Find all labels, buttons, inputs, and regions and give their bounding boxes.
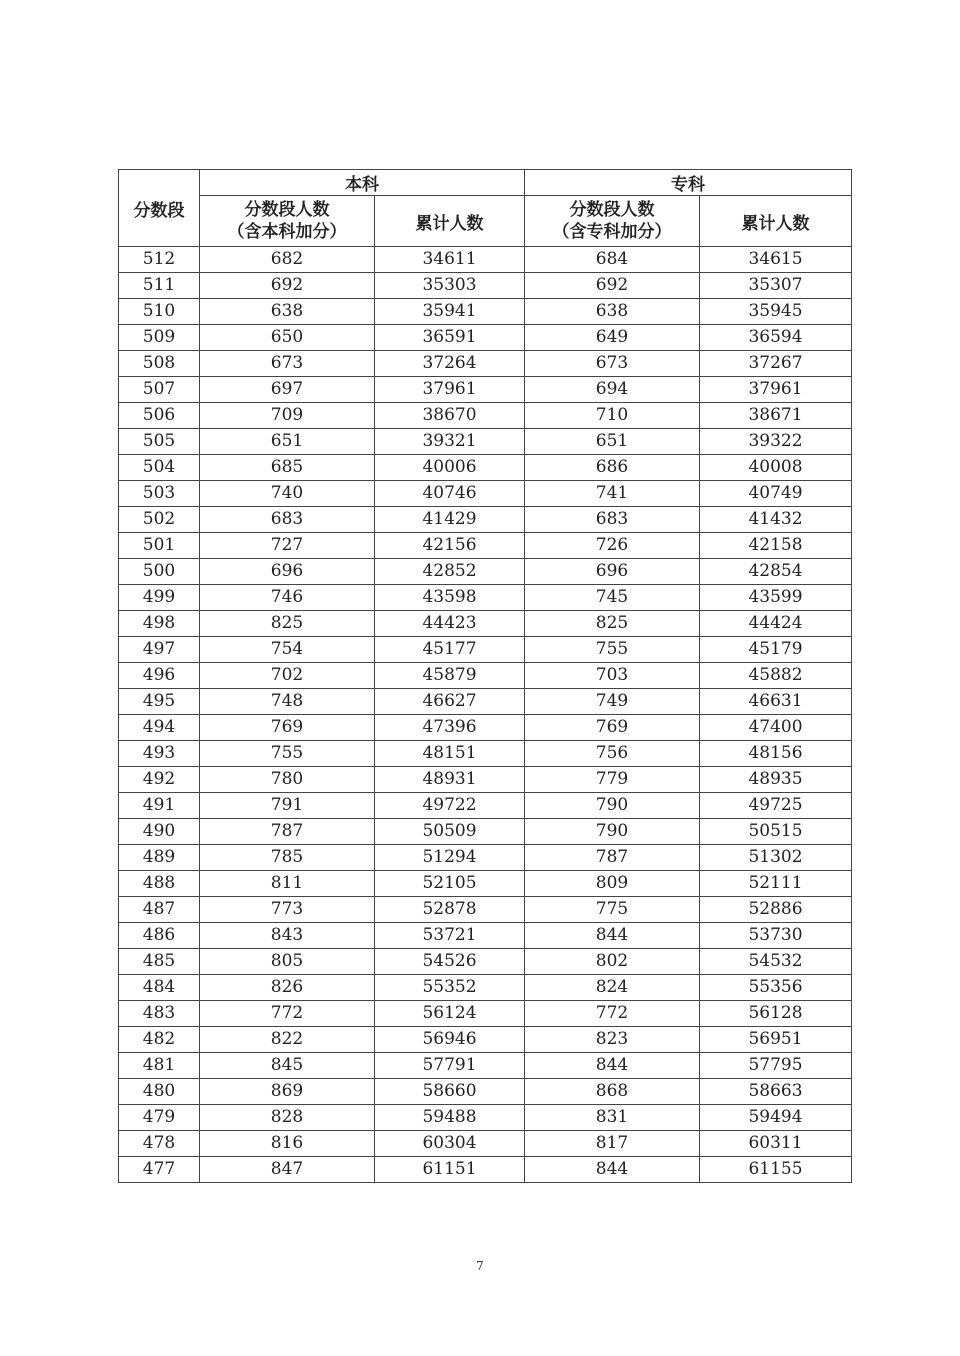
vocational-cumulative-cell: 38671 (700, 403, 852, 429)
undergrad-count-cell: 787 (200, 819, 375, 845)
undergrad-count-cell: 869 (200, 1079, 375, 1105)
vocational-cumulative-cell: 46631 (700, 689, 852, 715)
table-row (119, 741, 852, 767)
vocational-cumulative-cell: 44424 (700, 611, 852, 637)
score-cell: 497 (119, 637, 200, 663)
table-header-row-groups (119, 170, 852, 196)
header-undergrad-count-line1: 分数段人数 (244, 200, 330, 220)
vocational-cumulative-cell: 42158 (700, 533, 852, 559)
score-cell: 500 (119, 559, 200, 585)
vocational-count-cell: 809 (525, 871, 700, 897)
table-row (119, 819, 852, 845)
score-cell: 504 (119, 455, 200, 481)
vocational-cumulative-cell: 55356 (700, 975, 852, 1001)
undergrad-count-cell: 825 (200, 611, 375, 637)
vocational-count-cell: 775 (525, 897, 700, 923)
vocational-count-cell: 755 (525, 637, 700, 663)
table-row (119, 247, 852, 273)
undergrad-cumulative-cell: 58660 (375, 1079, 525, 1105)
vocational-cumulative-cell: 54532 (700, 949, 852, 975)
undergrad-count-cell: 772 (200, 1001, 375, 1027)
score-cell: 505 (119, 429, 200, 455)
undergrad-count-cell: 785 (200, 845, 375, 871)
undergrad-count-cell: 769 (200, 715, 375, 741)
vocational-count-cell: 756 (525, 741, 700, 767)
undergrad-cumulative-cell: 35941 (375, 299, 525, 325)
vocational-cumulative-cell: 37961 (700, 377, 852, 403)
table-row (119, 1053, 852, 1079)
table-row (119, 585, 852, 611)
table-row (119, 481, 852, 507)
undergrad-count-cell: 780 (200, 767, 375, 793)
score-cell: 491 (119, 793, 200, 819)
vocational-count-cell: 769 (525, 715, 700, 741)
table-row (119, 533, 852, 559)
vocational-cumulative-cell: 39322 (700, 429, 852, 455)
vocational-cumulative-cell: 37267 (700, 351, 852, 377)
undergrad-count-cell: 702 (200, 663, 375, 689)
page-number: 7 (476, 1259, 484, 1273)
vocational-cumulative-cell: 45179 (700, 637, 852, 663)
vocational-cumulative-cell: 58663 (700, 1079, 852, 1105)
score-cell: 477 (119, 1157, 200, 1183)
table-row (119, 767, 852, 793)
undergrad-count-cell: 746 (200, 585, 375, 611)
vocational-cumulative-cell: 48935 (700, 767, 852, 793)
vocational-cumulative-cell: 56128 (700, 1001, 852, 1027)
table-row (119, 455, 852, 481)
vocational-count-cell: 710 (525, 403, 700, 429)
table-row (119, 637, 852, 663)
undergrad-count-cell: 805 (200, 949, 375, 975)
undergrad-cumulative-cell: 54526 (375, 949, 525, 975)
undergrad-count-cell: 692 (200, 273, 375, 299)
table-row (119, 1027, 852, 1053)
score-cell: 512 (119, 247, 200, 273)
vocational-count-cell: 741 (525, 481, 700, 507)
undergrad-cumulative-cell: 50509 (375, 819, 525, 845)
vocational-cumulative-cell: 53730 (700, 923, 852, 949)
undergrad-cumulative-cell: 44423 (375, 611, 525, 637)
score-cell: 482 (119, 1027, 200, 1053)
table-row (119, 1001, 852, 1027)
score-cell: 506 (119, 403, 200, 429)
undergrad-count-cell: 682 (200, 247, 375, 273)
score-cell: 484 (119, 975, 200, 1001)
undergrad-cumulative-cell: 45177 (375, 637, 525, 663)
header-vocational-cumulative: 累计人数 (700, 196, 852, 247)
undergrad-cumulative-cell: 45879 (375, 663, 525, 689)
undergrad-cumulative-cell: 52878 (375, 897, 525, 923)
vocational-cumulative-cell: 57795 (700, 1053, 852, 1079)
vocational-cumulative-cell: 41432 (700, 507, 852, 533)
vocational-count-cell: 787 (525, 845, 700, 871)
vocational-count-cell: 686 (525, 455, 700, 481)
vocational-count-cell: 831 (525, 1105, 700, 1131)
header-undergrad-count (200, 196, 375, 247)
vocational-count-cell: 817 (525, 1131, 700, 1157)
header-score-segment: 分数段 (119, 170, 200, 247)
score-cell: 493 (119, 741, 200, 767)
undergrad-count-cell: 673 (200, 351, 375, 377)
undergrad-cumulative-cell: 39321 (375, 429, 525, 455)
score-cell: 479 (119, 1105, 200, 1131)
undergrad-cumulative-cell: 48931 (375, 767, 525, 793)
score-cell: 485 (119, 949, 200, 975)
header-undergrad-count-line2: （含本科加分） (227, 222, 347, 242)
undergrad-count-cell: 740 (200, 481, 375, 507)
vocational-count-cell: 844 (525, 1157, 700, 1183)
vocational-count-cell: 772 (525, 1001, 700, 1027)
table-row (119, 325, 852, 351)
score-cell: 489 (119, 845, 200, 871)
score-cell: 495 (119, 689, 200, 715)
vocational-cumulative-cell: 48156 (700, 741, 852, 767)
undergrad-cumulative-cell: 46627 (375, 689, 525, 715)
vocational-cumulative-cell: 61155 (700, 1157, 852, 1183)
vocational-cumulative-cell: 34615 (700, 247, 852, 273)
undergrad-cumulative-cell: 56124 (375, 1001, 525, 1027)
header-vocational-group: 专科 (525, 170, 852, 196)
table-row (119, 845, 852, 871)
score-cell: 502 (119, 507, 200, 533)
score-cell: 494 (119, 715, 200, 741)
undergrad-cumulative-cell: 40006 (375, 455, 525, 481)
undergrad-count-cell: 826 (200, 975, 375, 1001)
undergrad-cumulative-cell: 34611 (375, 247, 525, 273)
vocational-cumulative-cell: 36594 (700, 325, 852, 351)
table-row (119, 1079, 852, 1105)
undergrad-count-cell: 696 (200, 559, 375, 585)
score-cell: 498 (119, 611, 200, 637)
table-row (119, 923, 852, 949)
vocational-count-cell: 684 (525, 247, 700, 273)
table-row (119, 507, 852, 533)
vocational-cumulative-cell: 49725 (700, 793, 852, 819)
table-row (119, 871, 852, 897)
vocational-cumulative-cell: 45882 (700, 663, 852, 689)
undergrad-cumulative-cell: 56946 (375, 1027, 525, 1053)
score-cell: 487 (119, 897, 200, 923)
vocational-cumulative-cell: 40008 (700, 455, 852, 481)
table-row (119, 351, 852, 377)
undergrad-count-cell: 650 (200, 325, 375, 351)
vocational-cumulative-cell: 56951 (700, 1027, 852, 1053)
undergrad-count-cell: 816 (200, 1131, 375, 1157)
vocational-count-cell: 825 (525, 611, 700, 637)
vocational-cumulative-cell: 47400 (700, 715, 852, 741)
undergrad-cumulative-cell: 40746 (375, 481, 525, 507)
undergrad-cumulative-cell: 37961 (375, 377, 525, 403)
score-cell: 509 (119, 325, 200, 351)
vocational-cumulative-cell: 43599 (700, 585, 852, 611)
table-row (119, 377, 852, 403)
undergrad-cumulative-cell: 51294 (375, 845, 525, 871)
undergrad-cumulative-cell: 47396 (375, 715, 525, 741)
score-cell: 496 (119, 663, 200, 689)
table-row (119, 715, 852, 741)
header-undergrad-group: 本科 (200, 170, 525, 196)
score-cell: 508 (119, 351, 200, 377)
undergrad-cumulative-cell: 42852 (375, 559, 525, 585)
vocational-count-cell: 823 (525, 1027, 700, 1053)
table-body (119, 247, 852, 1183)
header-vocational-count-line2: （含专科加分） (552, 222, 672, 242)
vocational-cumulative-cell: 42854 (700, 559, 852, 585)
vocational-count-cell: 844 (525, 923, 700, 949)
vocational-count-cell: 749 (525, 689, 700, 715)
undergrad-cumulative-cell: 60304 (375, 1131, 525, 1157)
undergrad-cumulative-cell: 35303 (375, 273, 525, 299)
vocational-cumulative-cell: 50515 (700, 819, 852, 845)
undergrad-cumulative-cell: 49722 (375, 793, 525, 819)
vocational-cumulative-cell: 40749 (700, 481, 852, 507)
score-cell: 511 (119, 273, 200, 299)
undergrad-cumulative-cell: 38670 (375, 403, 525, 429)
undergrad-cumulative-cell: 43598 (375, 585, 525, 611)
undergrad-count-cell: 773 (200, 897, 375, 923)
vocational-cumulative-cell: 35307 (700, 273, 852, 299)
undergrad-count-cell: 754 (200, 637, 375, 663)
table-row (119, 975, 852, 1001)
score-cell: 486 (119, 923, 200, 949)
table-row (119, 663, 852, 689)
undergrad-count-cell: 847 (200, 1157, 375, 1183)
undergrad-count-cell: 791 (200, 793, 375, 819)
vocational-cumulative-cell: 59494 (700, 1105, 852, 1131)
score-cell: 503 (119, 481, 200, 507)
vocational-cumulative-cell: 52886 (700, 897, 852, 923)
undergrad-cumulative-cell: 37264 (375, 351, 525, 377)
score-cell: 478 (119, 1131, 200, 1157)
undergrad-cumulative-cell: 59488 (375, 1105, 525, 1131)
undergrad-count-cell: 755 (200, 741, 375, 767)
undergrad-count-cell: 697 (200, 377, 375, 403)
vocational-count-cell: 824 (525, 975, 700, 1001)
table-row (119, 403, 852, 429)
undergrad-count-cell: 845 (200, 1053, 375, 1079)
undergrad-cumulative-cell: 41429 (375, 507, 525, 533)
vocational-cumulative-cell: 35945 (700, 299, 852, 325)
score-cell: 499 (119, 585, 200, 611)
score-cell: 488 (119, 871, 200, 897)
undergrad-cumulative-cell: 52105 (375, 871, 525, 897)
vocational-cumulative-cell: 51302 (700, 845, 852, 871)
undergrad-cumulative-cell: 48151 (375, 741, 525, 767)
vocational-count-cell: 790 (525, 819, 700, 845)
table-row (119, 1157, 852, 1183)
undergrad-cumulative-cell: 57791 (375, 1053, 525, 1079)
undergrad-count-cell: 683 (200, 507, 375, 533)
undergrad-count-cell: 822 (200, 1027, 375, 1053)
score-cell: 490 (119, 819, 200, 845)
score-distribution-table (118, 169, 852, 1183)
undergrad-cumulative-cell: 36591 (375, 325, 525, 351)
vocational-count-cell: 745 (525, 585, 700, 611)
score-cell: 501 (119, 533, 200, 559)
score-cell: 507 (119, 377, 200, 403)
vocational-cumulative-cell: 52111 (700, 871, 852, 897)
vocational-count-cell: 726 (525, 533, 700, 559)
vocational-count-cell: 703 (525, 663, 700, 689)
vocational-count-cell: 790 (525, 793, 700, 819)
undergrad-count-cell: 709 (200, 403, 375, 429)
vocational-count-cell: 779 (525, 767, 700, 793)
undergrad-count-cell: 843 (200, 923, 375, 949)
vocational-count-cell: 844 (525, 1053, 700, 1079)
score-cell: 492 (119, 767, 200, 793)
vocational-count-cell: 868 (525, 1079, 700, 1105)
vocational-count-cell: 694 (525, 377, 700, 403)
table-row (119, 429, 852, 455)
undergrad-count-cell: 685 (200, 455, 375, 481)
undergrad-cumulative-cell: 42156 (375, 533, 525, 559)
table-row (119, 611, 852, 637)
vocational-count-cell: 683 (525, 507, 700, 533)
table-row (119, 689, 852, 715)
undergrad-cumulative-cell: 61151 (375, 1157, 525, 1183)
undergrad-count-cell: 651 (200, 429, 375, 455)
vocational-count-cell: 638 (525, 299, 700, 325)
table-row (119, 559, 852, 585)
table-row (119, 1105, 852, 1131)
table-row (119, 299, 852, 325)
vocational-count-cell: 673 (525, 351, 700, 377)
score-cell: 481 (119, 1053, 200, 1079)
header-undergrad-cumulative: 累计人数 (375, 196, 525, 247)
undergrad-count-cell: 638 (200, 299, 375, 325)
undergrad-cumulative-cell: 53721 (375, 923, 525, 949)
undergrad-count-cell: 828 (200, 1105, 375, 1131)
score-cell: 483 (119, 1001, 200, 1027)
undergrad-count-cell: 727 (200, 533, 375, 559)
table-row (119, 897, 852, 923)
undergrad-cumulative-cell: 55352 (375, 975, 525, 1001)
vocational-cumulative-cell: 60311 (700, 1131, 852, 1157)
score-cell: 480 (119, 1079, 200, 1105)
undergrad-count-cell: 811 (200, 871, 375, 897)
table-header-row-columns (119, 196, 852, 247)
vocational-count-cell: 649 (525, 325, 700, 351)
vocational-count-cell: 802 (525, 949, 700, 975)
header-vocational-count-line1: 分数段人数 (569, 200, 655, 220)
table-row (119, 1131, 852, 1157)
undergrad-count-cell: 748 (200, 689, 375, 715)
table-row (119, 949, 852, 975)
header-vocational-count (525, 196, 700, 247)
score-cell: 510 (119, 299, 200, 325)
vocational-count-cell: 696 (525, 559, 700, 585)
vocational-count-cell: 651 (525, 429, 700, 455)
table-row (119, 793, 852, 819)
table-row (119, 273, 852, 299)
vocational-count-cell: 692 (525, 273, 700, 299)
